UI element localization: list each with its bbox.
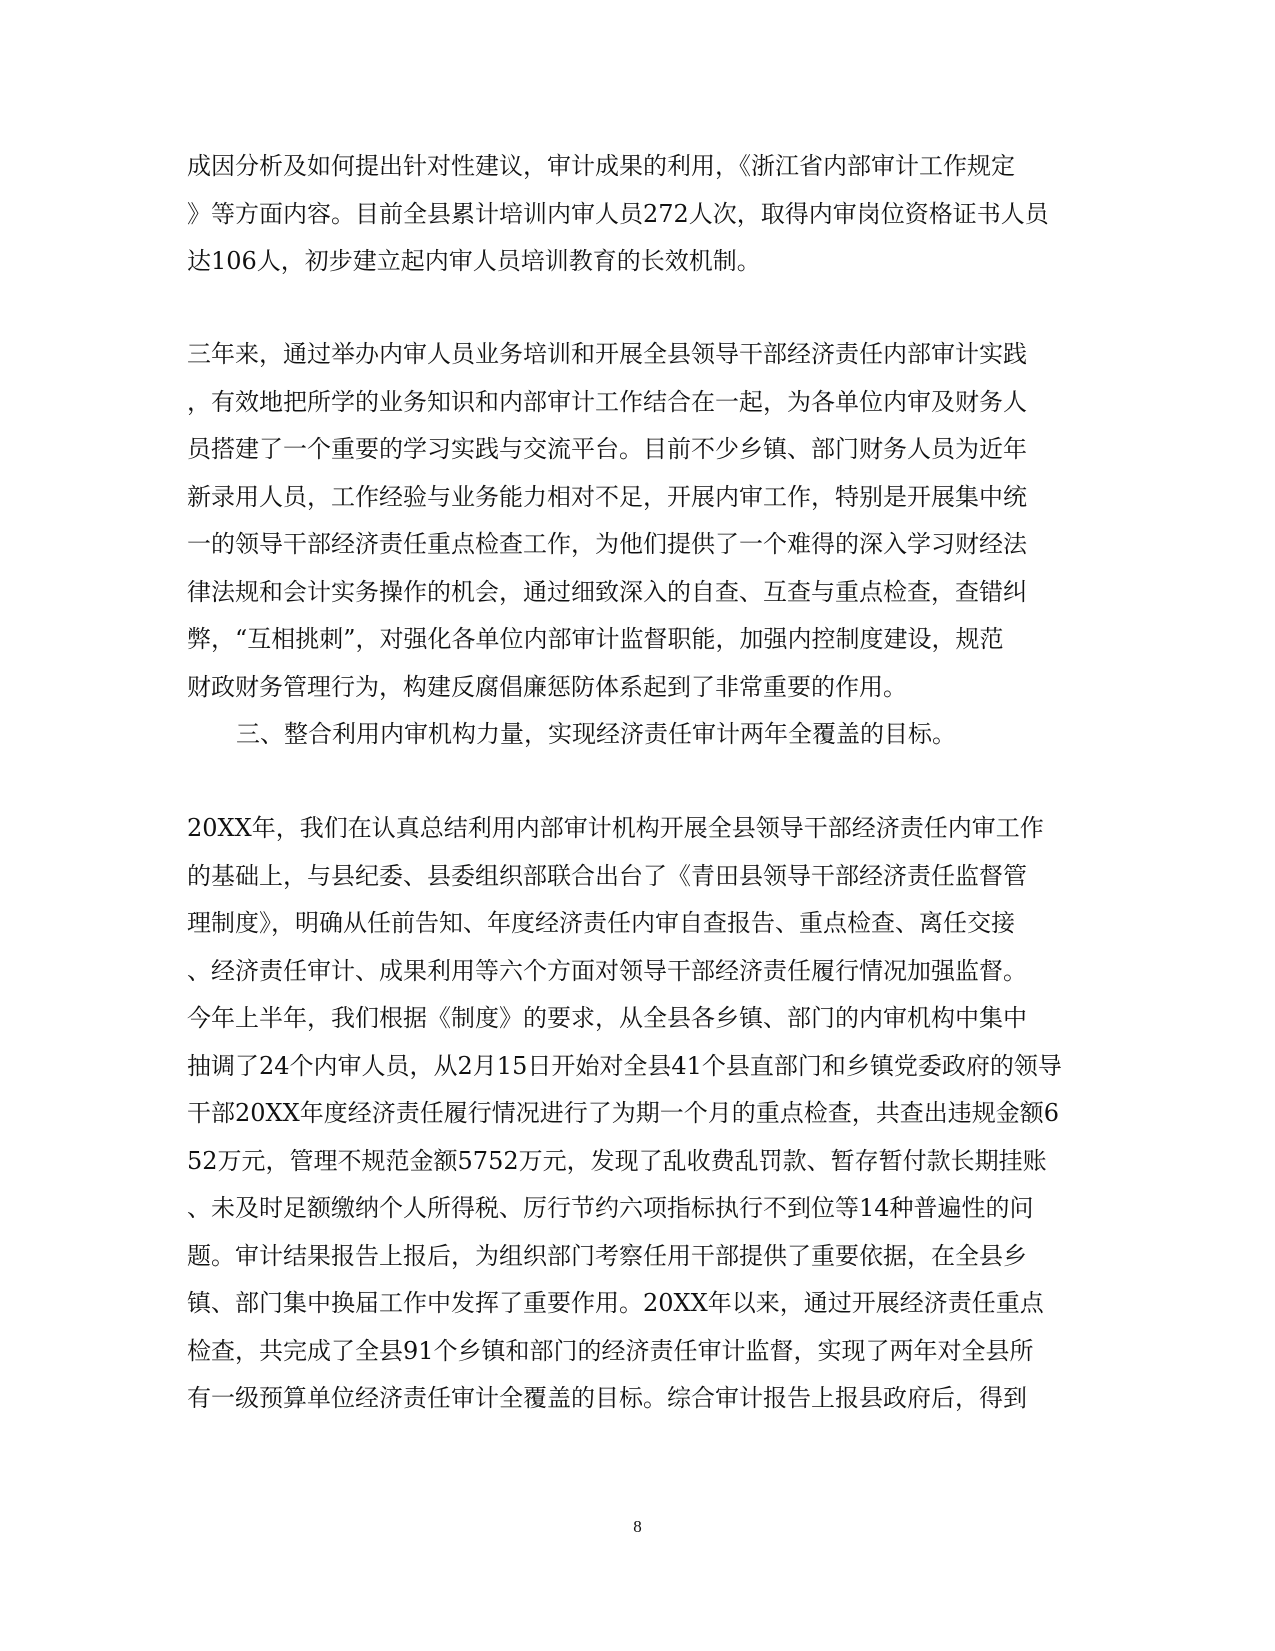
page-number: 8 — [633, 1517, 642, 1536]
section-heading: 三、整合利用内审机构力量，实现经济责任审计两年全覆盖的目标。 — [236, 720, 956, 748]
text-line: 弊，“互相挑刺”，对强化各单位内部审计监督职能，加强内控制度建设，规范 — [187, 625, 1004, 653]
text-line: 52万元，管理不规范金额5752万元，发现了乱收费乱罚款、暂存暂付款长期挂账 — [187, 1147, 1047, 1175]
text-line: 有一级预算单位经济责任审计全覆盖的目标。综合审计报告上报县政府后，得到 — [187, 1384, 1027, 1412]
text-line: 20XX年，我们在认真总结利用内部审计机构开展全县领导干部经济责任内审工作 — [187, 814, 1044, 842]
text-line: 干部20XX年度经济责任履行情况进行了为期一个月的重点检查，共查出违规金额6 — [187, 1099, 1059, 1127]
text-line: 律法规和会计实务操作的机会，通过细致深入的自查、互查与重点检查，查错纠 — [187, 578, 1027, 606]
text-line: 今年上半年，我们根据《制度》的要求，从全县各乡镇、部门的内审机构中集中 — [187, 1004, 1027, 1032]
text-line: 达106人，初步建立起内审人员培训教育的长效机制。 — [187, 247, 761, 275]
text-line: 镇、部门集中换届工作中发挥了重要作用。20XX年以来，通过开展经济责任重点 — [187, 1289, 1044, 1317]
text-line: 员搭建了一个重要的学习实践与交流平台。目前不少乡镇、部门财务人员为近年 — [187, 435, 1027, 463]
text-line: 、未及时足额缴纳个人所得税、厉行节约六项指标执行不到位等14种普遍性的问 — [187, 1194, 1034, 1222]
text-line: 》等方面内容。目前全县累计培训内审人员272人次，取得内审岗位资格证书人员 — [187, 200, 1049, 228]
text-line: 新录用人员，工作经验与业务能力相对不足，开展内审工作，特别是开展集中统 — [187, 483, 1027, 511]
text-line: 理制度》，明确从任前告知、年度经济责任内审自查报告、重点检查、离任交接 — [187, 909, 1015, 937]
text-line: 财政财务管理行为，构建反腐倡廉惩防体系起到了非常重要的作用。 — [187, 673, 907, 701]
text-line: 题。审计结果报告上报后，为组织部门考察任用干部提供了重要依据，在全县乡 — [187, 1242, 1027, 1270]
text-line: 的基础上，与县纪委、县委组织部联合出台了《青田县领导干部经济责任监督管 — [187, 862, 1027, 890]
text-line: ，有效地把所学的业务知识和内部审计工作结合在一起，为各单位内审及财务人 — [187, 388, 1027, 416]
text-line: 抽调了24个内审人员，从2月15日开始对全县41个县直部门和乡镇党委政府的领导 — [187, 1052, 1062, 1080]
text-line: 、经济责任审计、成果利用等六个方面对领导干部经济责任履行情况加强监督。 — [187, 957, 1027, 985]
text-line: 三年来，通过举办内审人员业务培训和开展全县领导干部经济责任内部审计实践 — [187, 340, 1027, 368]
text-line: 成因分析及如何提出针对性建议，审计成果的利用，《浙江省内部审计工作规定 — [187, 152, 1015, 180]
text-line: 检查，共完成了全县91个乡镇和部门的经济责任审计监督，实现了两年对全县所 — [187, 1337, 1034, 1365]
text-line: 一的领导干部经济责任重点检查工作，为他们提供了一个难得的深入学习财经法 — [187, 530, 1027, 558]
